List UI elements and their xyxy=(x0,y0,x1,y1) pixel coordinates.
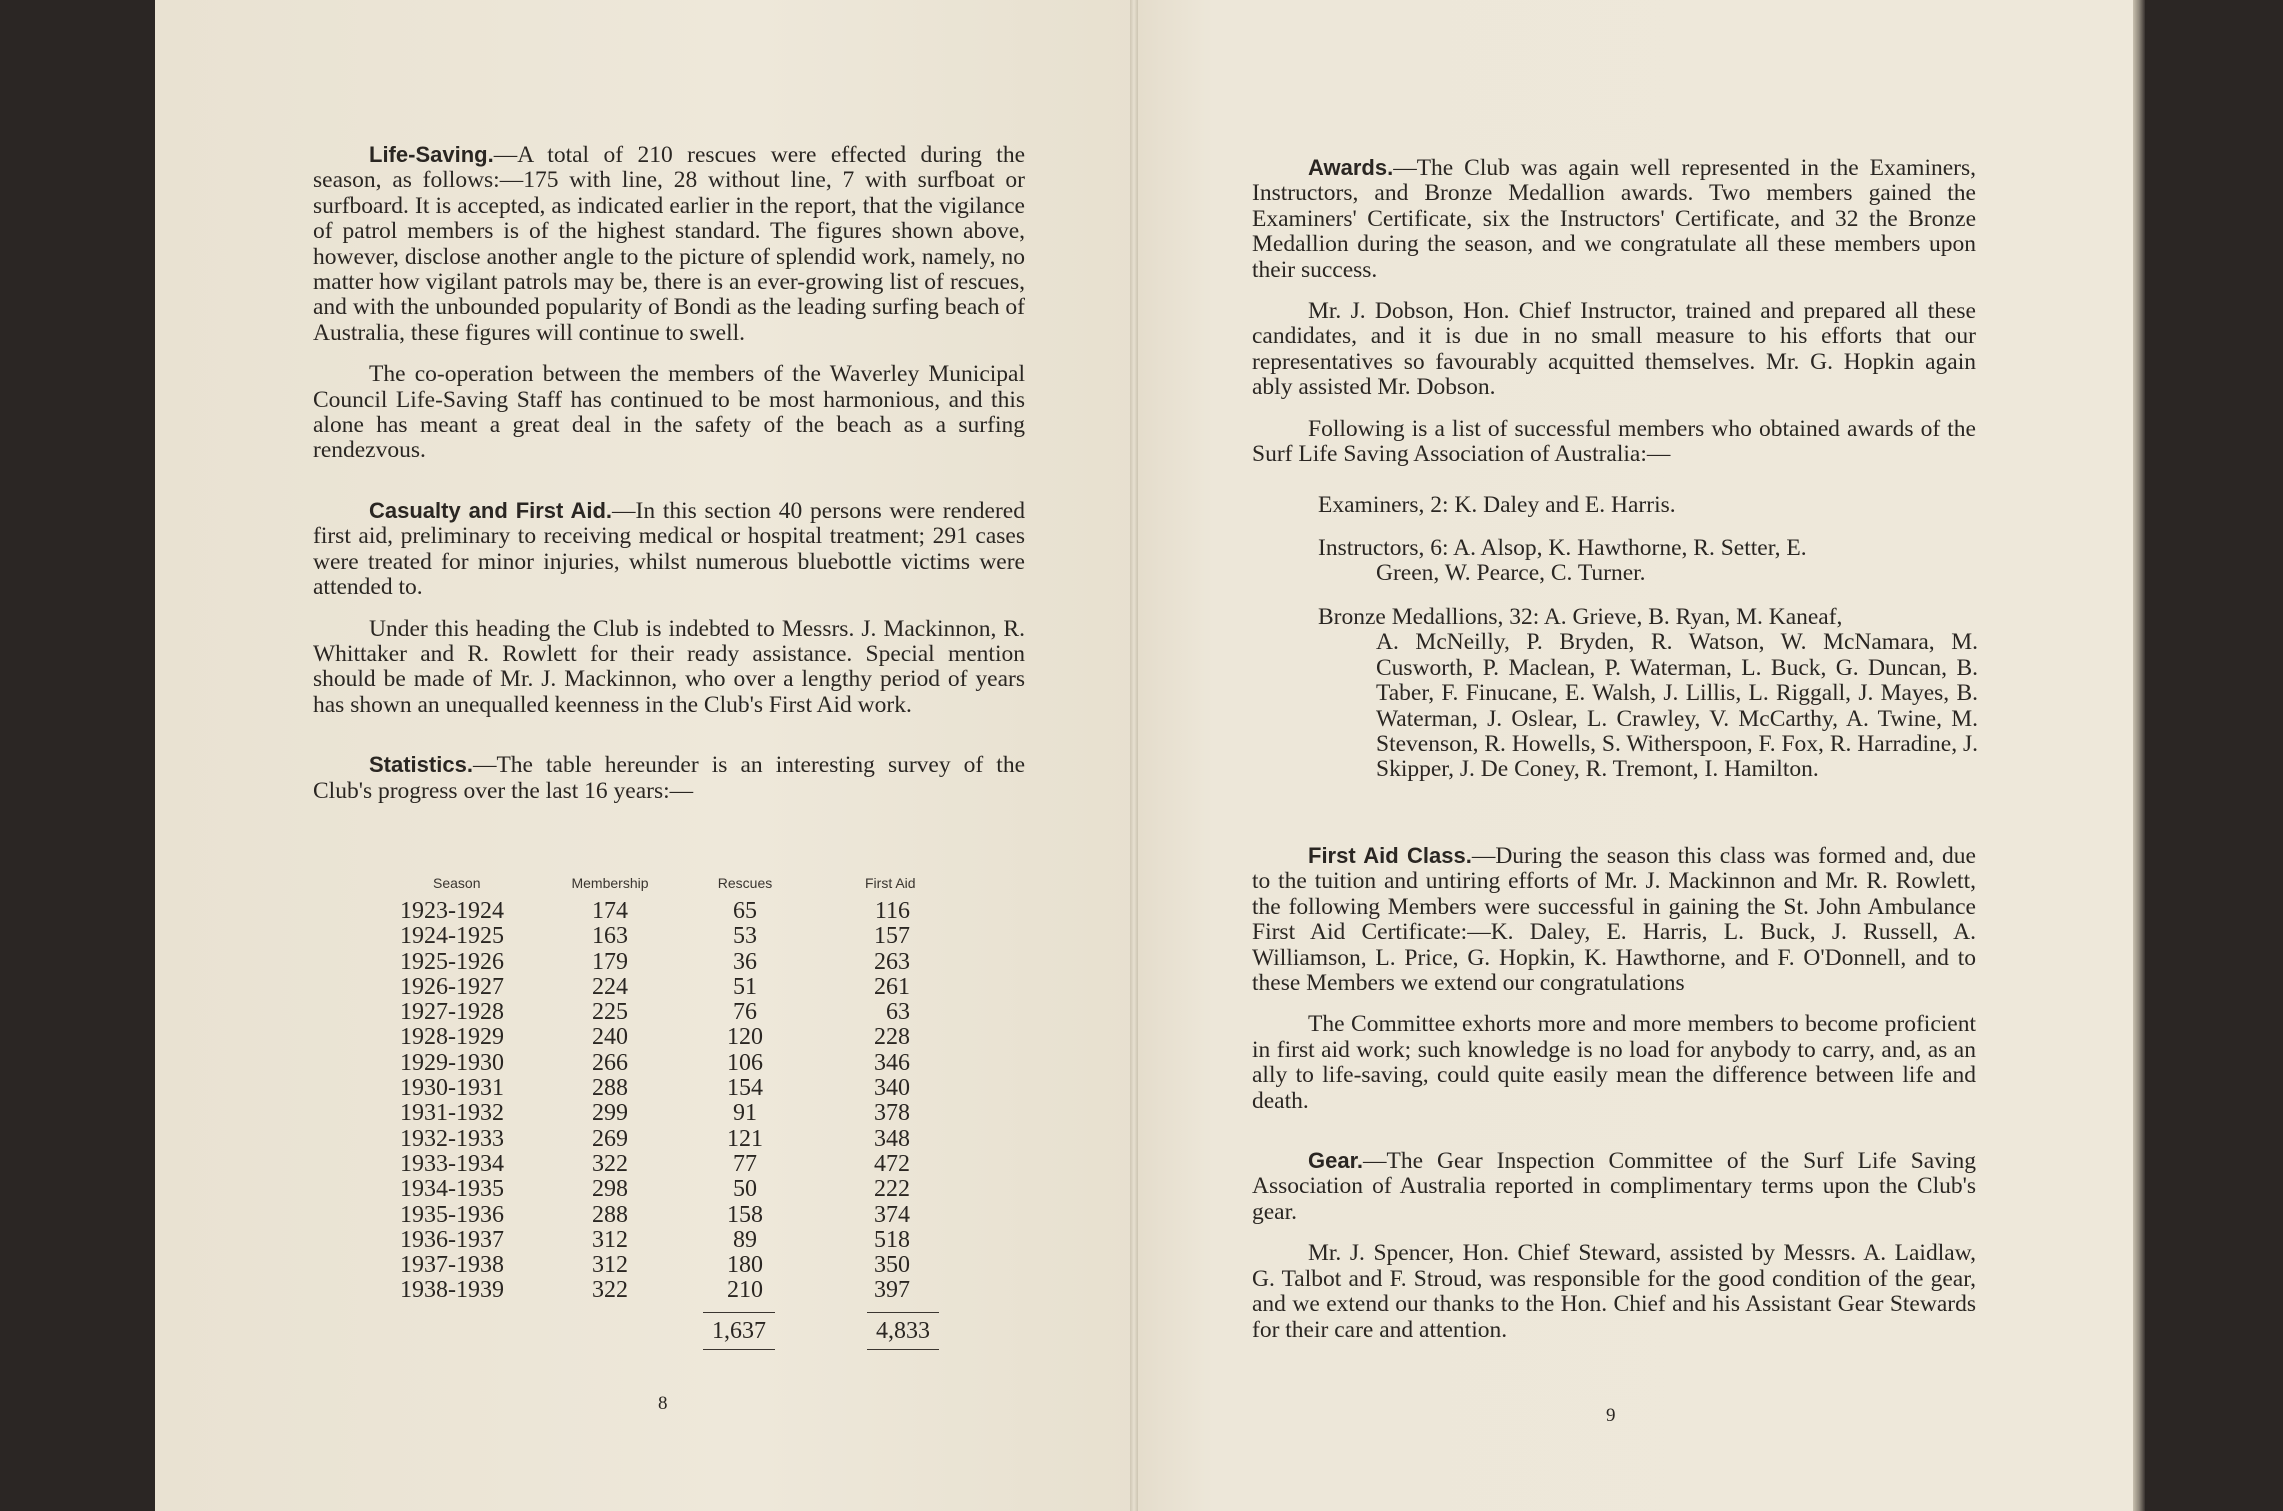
membership-cell: 266 xyxy=(592,1049,628,1076)
table-row xyxy=(385,1000,965,1025)
membership-cell: 269 xyxy=(592,1125,628,1152)
season-cell: 1930-1931 xyxy=(400,1075,504,1102)
following-paragraph: Following is a list of successful members who obtained awards of the Surf Life Saving Association of Australia:— xyxy=(1252,415,1976,468)
season-cell: 1935-1936 xyxy=(400,1201,504,1228)
table-body xyxy=(385,899,965,1304)
membership-cell: 312 xyxy=(592,1252,628,1279)
rescues-cell: 106 xyxy=(727,1049,763,1076)
membership-cell: 312 xyxy=(592,1226,628,1253)
rescues-cell: 76 xyxy=(733,999,757,1026)
life-saving-heading: Life-Saving. xyxy=(369,142,494,167)
rescues-cell: 36 xyxy=(733,948,757,975)
spencer-paragraph: Mr. J. Spencer, Hon. Chief Steward, assisted by Messrs. A. Laidlaw, G. Talbot and F. Stroud, was responsible for the good condition of the gear, and we extend our thanks to the Hon. Chief and his Assistant Gear Stewards for their care and attention. xyxy=(1252,1240,1976,1343)
casualty-paragraph: Casualty and First Aid.—In this section 40 persons were rendered first aid, preliminary to receiving medical or hospital treatment; 291 cases were treated for minor injuries, whilst numerous bluebottle victims were attended to. xyxy=(313,497,1025,601)
season-cell: 1937-1938 xyxy=(400,1252,504,1279)
header-rescues: Rescues xyxy=(717,875,773,891)
total-rescues: 1,637 xyxy=(703,1312,775,1350)
first-aid-cell: 518 xyxy=(874,1226,910,1253)
right-page-text-top xyxy=(1252,155,1976,483)
total-first-aid: 4,833 xyxy=(867,1312,939,1350)
season-cell: 1934-1935 xyxy=(400,1176,504,1203)
membership-cell: 240 xyxy=(592,1024,628,1051)
first-aid-cell: 397 xyxy=(874,1277,910,1304)
table-header xyxy=(385,875,965,899)
table-row xyxy=(385,1127,965,1152)
membership-cell: 298 xyxy=(592,1176,628,1203)
season-cell: 1933-1934 xyxy=(400,1150,504,1177)
life-saving-paragraph: Life-Saving.—A total of 210 rescues were effected during the season, as follows:—175 with line, 28 without line, 7 with surfboat or surfboard. It is accepted, as indicated earlier in the report, that the vigilance of patrol members is of the highest standard. The figures shown above, however, disclose another angle to the picture of splendid work, namely, no matter how vigilant patrols may be, there is an ever-growing list of rescues, and with the unbounded popularity of Bondi as the leading surfing beach of Australia, these figures will continue to swell. xyxy=(313,142,1025,346)
first-aid-cell: 348 xyxy=(874,1125,910,1152)
season-cell: 1929-1930 xyxy=(400,1049,504,1076)
rescues-cell: 154 xyxy=(727,1075,763,1102)
season-cell: 1928-1929 xyxy=(400,1024,504,1051)
membership-cell: 179 xyxy=(592,948,628,975)
first-aid-class-heading: First Aid Class. xyxy=(1308,843,1472,868)
instructors-entry: Instructors, 6: A. Alsop, K. Hawthorne, R. Setter, E. Green, W. Pearce, C. Turner. xyxy=(1318,535,1807,587)
page-edge xyxy=(2133,0,2145,1511)
page-number-right: 9 xyxy=(1606,1405,1616,1426)
rescues-cell: 180 xyxy=(727,1252,763,1279)
casualty-heading: Casualty and First Aid. xyxy=(369,497,613,523)
table-row xyxy=(385,1228,965,1253)
statistics-table xyxy=(385,875,965,1372)
statistics-paragraph: Statistics.—The table hereunder is an interesting survey of the Club's progress over the last 16 years:— xyxy=(313,752,1025,804)
membership-cell: 288 xyxy=(592,1201,628,1228)
first-aid-cell: 340 xyxy=(874,1075,910,1102)
season-cell: 1931-1932 xyxy=(400,1100,504,1127)
header-season: Season xyxy=(433,875,481,891)
membership-cell: 322 xyxy=(592,1277,628,1304)
table-row xyxy=(385,950,965,975)
first-aid-cell: 374 xyxy=(874,1201,910,1228)
dobson-paragraph: Mr. J. Dobson, Hon. Chief Instructor, trained and prepared all these candidates, and it is due in no small measure to his efforts that our representatives so favourably acquitted themselves. Mr. G. Hopkin again ably assisted Mr. Dobson. xyxy=(1252,298,1976,401)
table-row xyxy=(385,1203,965,1228)
first-aid-cell: 378 xyxy=(874,1100,910,1127)
season-cell: 1924-1925 xyxy=(400,923,504,950)
membership-cell: 224 xyxy=(592,973,628,1000)
rescues-cell: 51 xyxy=(733,973,757,1000)
first-aid-cell: 157 xyxy=(874,923,910,950)
membership-cell: 163 xyxy=(592,923,628,950)
membership-cell: 299 xyxy=(592,1100,628,1127)
book-gutter xyxy=(1130,0,1138,1511)
mackinnon-paragraph: Under this heading the Club is indebted to Messrs. J. Mackinnon, R. Whittaker and R. Rowlett for their ready assistance. Special mention should be made of Mr. J. Mackinnon, who over a lengthy period of years has shown an unequalled keenness in the Club's First Aid work. xyxy=(313,615,1025,718)
bronze-medallions-entry: Bronze Medallions, 32: A. Grieve, B. Ryan, M. Kaneaf, A. McNeilly, P. Bryden, R. Watson, W. McNamara, M. Cusworth, P. Maclean, P. Waterman, L. Buck, G. Duncan, B. Taber, F. Finucane, E. Walsh, J. Lillis, L. Riggall, J. Mayes, B. Waterman, J. Oslear, L. Crawley, V. McCarthy, A. Twine, M. Stevenson, R. Howells, S. Witherspoon, F. Fox, R. Harradine, J. Skipper, J. De Coney, R. Tremont, I. Hamilton. xyxy=(1318,604,1978,783)
season-cell: 1927-1928 xyxy=(400,999,504,1026)
rescues-cell: 210 xyxy=(727,1277,763,1304)
rescues-cell: 121 xyxy=(727,1125,763,1152)
table-row xyxy=(385,1253,965,1278)
table-row xyxy=(385,1152,965,1177)
awards-heading: Awards. xyxy=(1308,155,1394,180)
first-aid-cell: 346 xyxy=(874,1049,910,1076)
table-row xyxy=(385,924,965,949)
season-cell: 1923-1924 xyxy=(400,898,504,924)
first-aid-class-paragraph: First Aid Class.—During the season this class was formed and, due to the tuition and untiring efforts of Mr. J. Mackinnon and Mr. R. Rowlett, the following Members were successful in gaining the St. John Ambulance First Aid Certificate:—K. Daley, E. Harris, L. Buck, J. Russell, A. Williamson, L. Price, G. Hopkin, K. Hawthorne, and F. O'Donnell, and to these Members we extend our congratulations xyxy=(1252,843,1976,997)
awards-paragraph: Awards.—The Club was again well represented in the Examiners, Instructors, and Bronze Medallion awards. Two members gained the Examiners' Certificate, six the Instructors' Certificate, and 32 the Bronze Medallion during the season, and we congratulate all these members upon their success. xyxy=(1252,155,1976,283)
committee-paragraph: The Committee exhorts more and more members to become proficient in first aid work; such knowledge is no load for anybody to carry, and, as an ally to life-saving, could quite easily mean the difference between life and death. xyxy=(1252,1011,1976,1114)
table-row xyxy=(385,1076,965,1101)
first-aid-cell: 116 xyxy=(874,898,910,924)
table-row xyxy=(385,1025,965,1050)
membership-cell: 288 xyxy=(592,1075,628,1102)
right-page-text-bottom xyxy=(1252,843,1976,1359)
gear-heading: Gear. xyxy=(1308,1148,1364,1174)
table-row xyxy=(385,1051,965,1076)
header-first-aid: First Aid xyxy=(865,875,916,891)
statistics-heading: Statistics. xyxy=(369,752,473,778)
first-aid-cell: 350 xyxy=(874,1252,910,1279)
rescues-cell: 91 xyxy=(733,1100,757,1127)
co-operation-paragraph: The co-operation between the members of the Waverley Municipal Council Life-Saving Staff has continued to be most harmonious, and this alone has meant a great deal in the safety of the beach as a surfing rendezvous. xyxy=(313,361,1025,464)
rescues-cell: 50 xyxy=(733,1176,757,1203)
table-row xyxy=(385,1177,965,1202)
table-row xyxy=(385,899,965,924)
rescues-cell: 65 xyxy=(733,898,757,924)
season-cell: 1938-1939 xyxy=(400,1277,504,1304)
page-number-left: 8 xyxy=(658,1393,668,1414)
membership-cell: 225 xyxy=(592,999,628,1026)
season-cell: 1932-1933 xyxy=(400,1125,504,1152)
rescues-cell: 77 xyxy=(733,1150,757,1177)
season-cell: 1936-1937 xyxy=(400,1226,504,1253)
table-totals xyxy=(385,1312,965,1372)
membership-cell: 322 xyxy=(592,1150,628,1177)
first-aid-cell: 263 xyxy=(874,948,910,975)
first-aid-cell: 222 xyxy=(874,1176,910,1203)
membership-cell: 174 xyxy=(592,898,628,924)
table-row xyxy=(385,975,965,1000)
first-aid-cell: 472 xyxy=(874,1150,910,1177)
season-cell: 1925-1926 xyxy=(400,948,504,975)
rescues-cell: 53 xyxy=(733,923,757,950)
first-aid-cell: 63 xyxy=(886,999,910,1026)
examiners-line: Examiners, 2: K. Daley and E. Harris. xyxy=(1318,492,1676,518)
first-aid-cell: 228 xyxy=(874,1024,910,1051)
first-aid-cell: 261 xyxy=(874,973,910,1000)
rescues-cell: 158 xyxy=(727,1201,763,1228)
rescues-cell: 89 xyxy=(733,1226,757,1253)
table-row xyxy=(385,1278,965,1303)
gear-paragraph: Gear.—The Gear Inspection Committee of the Surf Life Saving Association of Australia reported in complimentary terms upon the Club's gear. xyxy=(1252,1148,1976,1225)
left-page-text xyxy=(313,142,1025,820)
season-cell: 1926-1927 xyxy=(400,973,504,1000)
header-membership: Membership xyxy=(571,875,649,891)
table-row xyxy=(385,1101,965,1126)
rescues-cell: 120 xyxy=(727,1024,763,1051)
